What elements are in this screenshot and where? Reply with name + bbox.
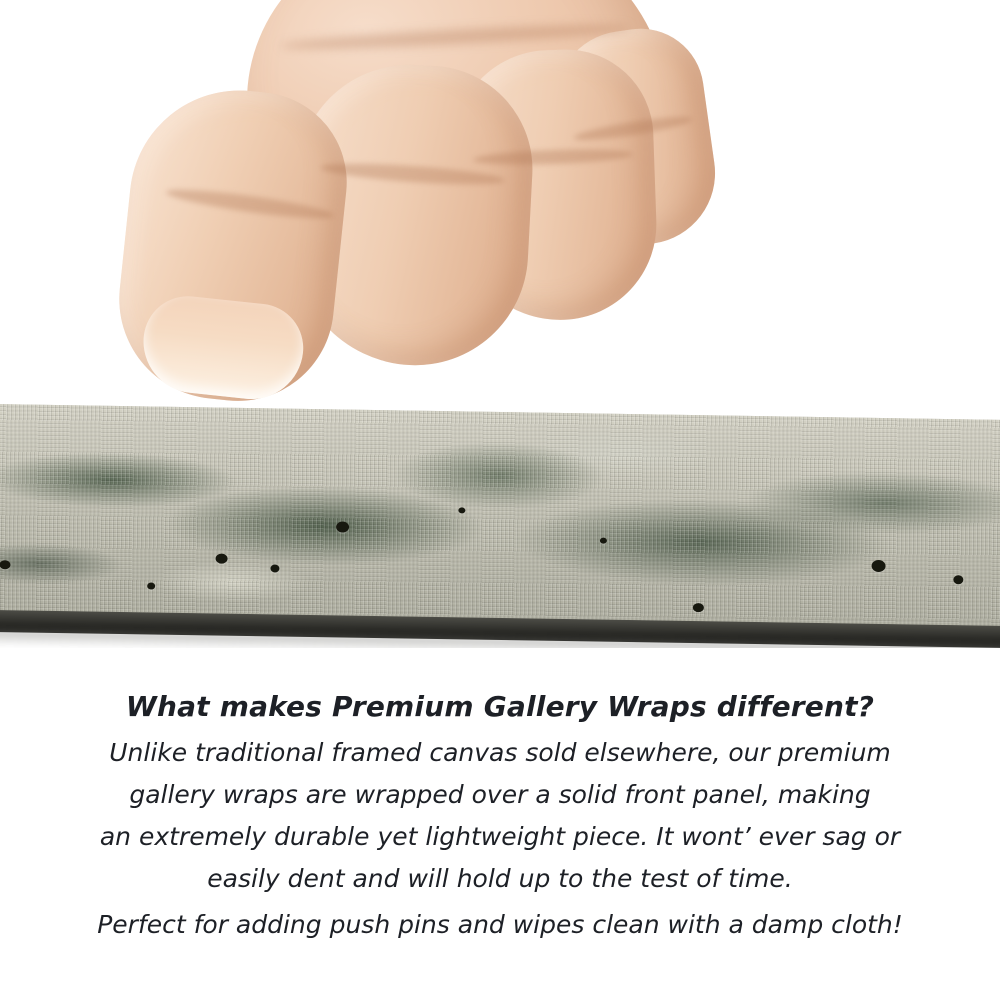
canvas-speck <box>270 564 279 572</box>
gallery-wrap-edge <box>0 404 1000 648</box>
canvas-speck <box>216 554 228 564</box>
caption-block <box>0 690 1000 945</box>
canvas-speck <box>336 521 349 532</box>
canvas-speck <box>871 560 885 572</box>
caption-line-3: an extremely durable yet lightweight piece. It wont’ ever sag or <box>99 822 901 851</box>
caption-heading: What makes Premium Gallery Wraps different? <box>125 690 875 723</box>
caption-closing-line: Perfect for adding push pins and wipes clean with a damp cloth! <box>97 910 903 939</box>
canvas-speck <box>458 507 465 513</box>
caption-line-2: gallery wraps are wrapped over a solid front panel, making <box>129 780 871 809</box>
canvas-weave-texture <box>0 404 1000 632</box>
canvas-speck <box>953 575 963 584</box>
canvas-speck <box>693 603 704 612</box>
canvas-speck <box>147 582 155 589</box>
canvas-speck <box>600 538 607 544</box>
canvas-print-surface <box>0 404 1000 632</box>
hand <box>105 0 665 430</box>
caption-line-4: easily dent and will hold up to the test of time. <box>207 864 793 893</box>
caption-line-1: Unlike traditional framed canvas sold elsewhere, our premium <box>109 738 891 767</box>
